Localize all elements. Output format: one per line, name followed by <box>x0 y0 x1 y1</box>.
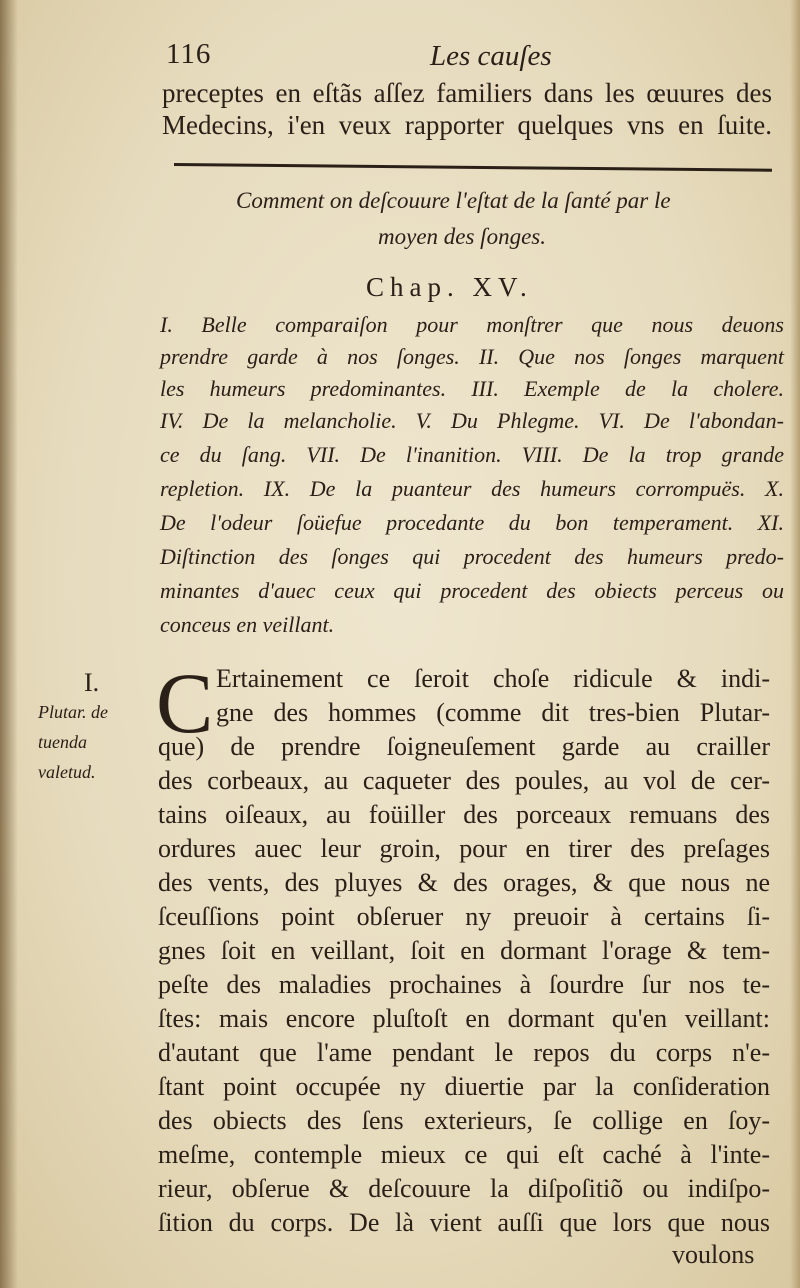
drop-cap: C <box>156 655 214 751</box>
summary-line: ce du ſang. VII. De l'inanition. VIII. De la trop grande <box>160 442 784 467</box>
body-line: rieur, obſerue & deſcouure la diſpoſitiõ ou indiſpo- <box>158 1174 770 1203</box>
summary-line: minantes d'auec ceux qui procedent des obiects perceus ou <box>160 578 784 603</box>
page-edge <box>790 0 800 1288</box>
body-line: ordures auec leur groin, pour en tirer des preſages <box>158 834 770 863</box>
summary-line: prendre garde à nos ſonges. II. Que nos ſonges marquent <box>160 344 784 369</box>
summary-line: repletion. IX. De la puanteur des humeurs corrompuës. X. <box>160 476 784 501</box>
catchword: voulons <box>672 1240 755 1269</box>
running-title: Les cauſes <box>430 40 552 72</box>
section-rule <box>174 163 772 172</box>
summary-line: Diſtinction des ſonges qui procedent des humeurs predo- <box>160 544 784 569</box>
summary-line: De l'odeur ſoüefue procedante du bon temperament. XI. <box>160 510 784 535</box>
body-line: ſition du corps. De là vient auſſi que lors que nous <box>158 1208 770 1237</box>
summary-line: I. Belle comparaiſon pour monſtrer que nous deuons <box>160 312 784 337</box>
summary-line: conceus en veillant. <box>160 612 335 637</box>
body-line: que) de prendre ſoigneuſement garde au crailler <box>158 732 770 761</box>
summary-line: les humeurs predominantes. III. Exemple de la cholere. <box>160 376 784 401</box>
summary-line: IV. De la melancholie. V. Du Phlegme. VI. De l'abondan- <box>160 408 784 433</box>
margin-note-line: valetud. <box>38 762 96 782</box>
body-line: meſme, contemple mieux ce qui eſt caché à l'inte- <box>158 1140 770 1169</box>
body-line: gne des hommes (comme dit tres-bien Plutar- <box>216 698 770 727</box>
body-line: des corbeaux, au caqueter des poules, au vol de cer- <box>158 766 770 795</box>
chapter-number: Chap. XV. <box>366 272 533 302</box>
margin-section-number: I. <box>84 668 100 697</box>
body-line: peſte des maladies prochaines à ſourdre ſur nos te- <box>158 970 770 999</box>
body-line: ſtant point occupée ny diuertie par la conſideration <box>158 1072 770 1101</box>
chapter-title-line: Comment on deſcouure l'eſtat de la ſanté par le <box>236 188 671 213</box>
page-number: 116 <box>166 38 212 70</box>
body-line: des vents, des pluyes & des orages, & que nous ne <box>158 868 770 897</box>
body-line: d'autant que l'ame pendant le repos du corps n'e- <box>158 1038 770 1067</box>
intro-line: preceptes en eſtãs aſſez familiers dans les œuures des <box>162 78 772 108</box>
body-line: Ertainement ce ſeroit choſe ridicule & indi- <box>216 664 770 693</box>
body-line: ſceuſſions point obſeruer ny preuoir à certains ſi- <box>158 902 770 931</box>
body-line: des obiects des ſens exterieurs, ſe collige en ſoy- <box>158 1106 770 1135</box>
body-line: gnes ſoit en veillant, ſoit en dormant l'orage & tem- <box>158 936 770 965</box>
binding-shadow <box>0 0 18 1288</box>
body-line: tains oiſeaux, au foüiller des porceaux remuans des <box>158 800 770 829</box>
chapter-title-line: moyen des ſonges. <box>378 224 546 249</box>
margin-note-line: Plutar. de <box>38 702 108 722</box>
intro-line: Medecins, i'en veux rapporter quelques vns en ſuite. <box>162 110 772 140</box>
body-line: ſtes: mais encore pluſtoſt en dormant qu'en veillant: <box>158 1004 770 1033</box>
margin-note-line: tuenda <box>38 732 87 752</box>
